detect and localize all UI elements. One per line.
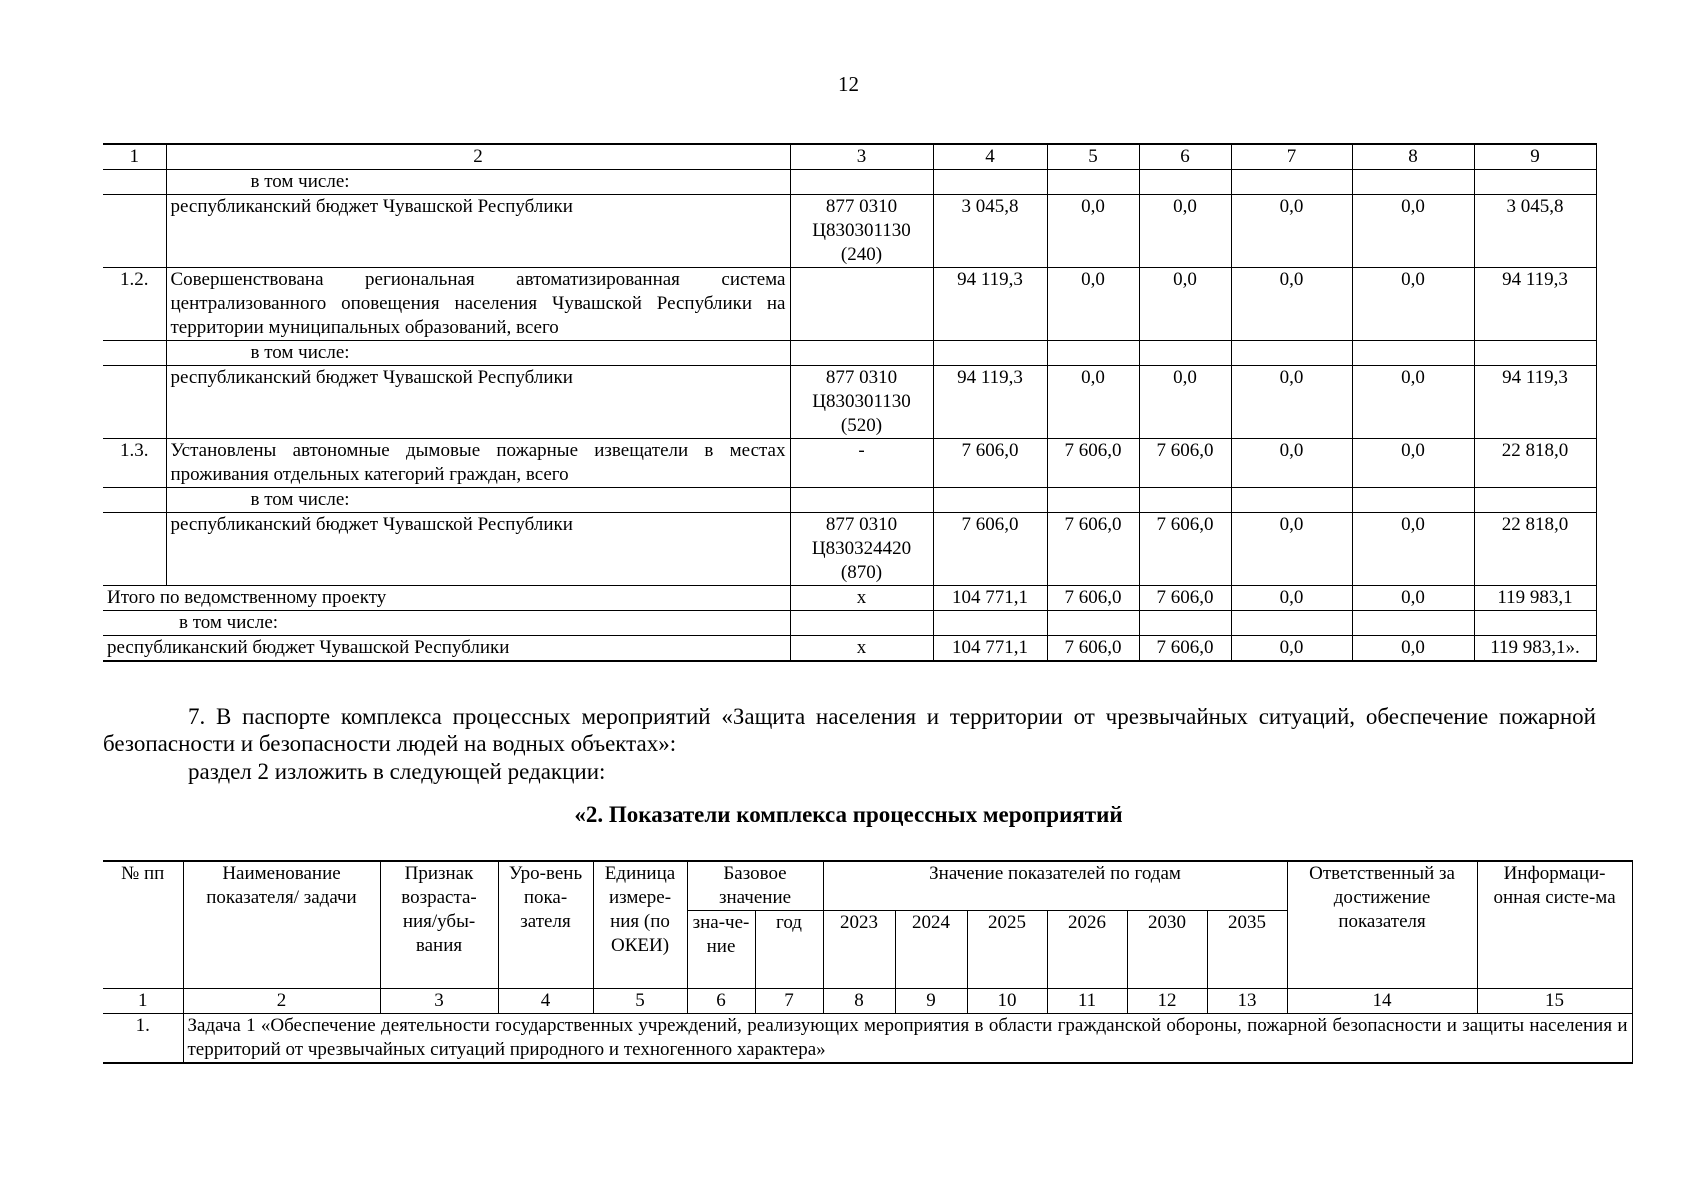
row-value: [1352, 170, 1474, 195]
paragraph-7: 7. В паспорте комплекса процессных мероприятий «Защита населения и территории от чрезвычайных ситуаций, обеспечение пожарной безопасности и безопасности людей на водных объектах»:: [103, 704, 1596, 756]
row-value: [1139, 341, 1231, 366]
header-sign: Признак возраста-ния/убы-вания: [380, 861, 498, 989]
row-number: [103, 341, 166, 366]
column-number-row: [103, 989, 1632, 1014]
row-code: 877 0310 Ц830324420 (870): [790, 513, 933, 586]
row-value: 3 045,8: [1474, 195, 1596, 268]
header-year: 2035: [1207, 911, 1287, 989]
total-budget-value: 0,0: [1231, 636, 1352, 662]
total-value: 104 771,1: [933, 586, 1047, 611]
table-row: [103, 439, 1596, 488]
row-value: [1352, 488, 1474, 513]
row-value: 94 119,3: [933, 268, 1047, 341]
row-value: 22 818,0: [1474, 439, 1596, 488]
row-value: 0,0: [1047, 195, 1139, 268]
header-name: Наименование показателя/ задачи: [183, 861, 380, 989]
header-year: 2026: [1047, 911, 1127, 989]
row-number: [103, 488, 166, 513]
page-number: 12: [838, 72, 859, 96]
row-code: [790, 488, 933, 513]
row-number: 1.3.: [103, 439, 166, 488]
total-value: 7 606,0: [1139, 586, 1231, 611]
table-row: [103, 268, 1596, 341]
task-row: [103, 1014, 1632, 1064]
total-value: 0,0: [1352, 586, 1474, 611]
row-value: 7 606,0: [1047, 513, 1139, 586]
header-num: № пп: [103, 861, 183, 989]
funding-table: [103, 143, 1597, 662]
total-budget-value: 7 606,0: [1139, 636, 1231, 662]
row-value: 0,0: [1352, 268, 1474, 341]
row-number: [103, 513, 166, 586]
header-cell: 6: [1139, 144, 1231, 170]
header-row-1: [103, 861, 1632, 911]
header-level: Уро-вень пока-зателя: [498, 861, 593, 989]
row-value: 0,0: [1047, 268, 1139, 341]
row-name: в том числе:: [166, 341, 790, 366]
column-number: 8: [823, 989, 895, 1014]
table-header-row: [103, 144, 1596, 170]
header-year: 2024: [895, 911, 967, 989]
row-value: 94 119,3: [933, 366, 1047, 439]
row-code: [790, 268, 933, 341]
row-number: [103, 195, 166, 268]
total-budget-row: [103, 636, 1596, 662]
row-value: 0,0: [1139, 195, 1231, 268]
row-value: 0,0: [1231, 513, 1352, 586]
row-name: в том числе:: [166, 170, 790, 195]
section-title: «2. Показатели комплекса процессных мероприятий: [574, 802, 1123, 827]
row-value: [1474, 170, 1596, 195]
table-body: [103, 170, 1596, 586]
total-budget-code: х: [790, 636, 933, 662]
row-code: -: [790, 439, 933, 488]
row-number: 1.2.: [103, 268, 166, 341]
paragraph-section-2: раздел 2 изложить в следующей редакции:: [188, 759, 606, 784]
row-value: [1352, 341, 1474, 366]
row-value: 0,0: [1231, 268, 1352, 341]
total-value: 0,0: [1231, 586, 1352, 611]
row-value: 7 606,0: [1139, 439, 1231, 488]
row-name: республиканский бюджет Чувашской Республики: [166, 366, 790, 439]
column-number: 10: [967, 989, 1047, 1014]
column-number: 1: [103, 989, 183, 1014]
task-number: 1.: [103, 1014, 183, 1064]
header-cell: 3: [790, 144, 933, 170]
column-number: 9: [895, 989, 967, 1014]
row-value: 0,0: [1231, 439, 1352, 488]
header-year: 2030: [1127, 911, 1207, 989]
row-value: [1474, 341, 1596, 366]
table-row: [103, 341, 1596, 366]
column-number: 4: [498, 989, 593, 1014]
row-value: 7 606,0: [933, 439, 1047, 488]
row-value: 0,0: [1139, 268, 1231, 341]
indicators-table: [103, 860, 1633, 1064]
header-info-system: Информаци-онная систе-ма: [1477, 861, 1632, 989]
header-responsible: Ответственный за достижение показателя: [1287, 861, 1477, 989]
header-cell: 9: [1474, 144, 1596, 170]
row-name: Совершенствована региональная автоматизированная система централизованного оповещения населения Чувашской Республики на территории муниципальных образований, всего: [166, 268, 790, 341]
total-budget-value: 0,0: [1352, 636, 1474, 662]
header-cell: 2: [166, 144, 790, 170]
row-value: 0,0: [1139, 366, 1231, 439]
total-row: [103, 586, 1596, 611]
header-base: Базовое значение: [687, 861, 823, 911]
row-value: 7 606,0: [933, 513, 1047, 586]
total-label: Итого по ведомственному проекту: [103, 586, 790, 611]
row-value: [933, 341, 1047, 366]
column-number: 11: [1047, 989, 1127, 1014]
row-value: 0,0: [1231, 366, 1352, 439]
row-value: [1047, 341, 1139, 366]
total-budget-value: 104 771,1: [933, 636, 1047, 662]
row-value: [933, 170, 1047, 195]
total-value: 7 606,0: [1047, 586, 1139, 611]
table-row: [103, 513, 1596, 586]
row-value: 7 606,0: [1047, 439, 1139, 488]
header-unit: Единица измере-ния (по ОКЕИ): [593, 861, 687, 989]
row-value: 3 045,8: [933, 195, 1047, 268]
row-value: 94 119,3: [1474, 366, 1596, 439]
row-value: 0,0: [1231, 195, 1352, 268]
row-code: 877 0310 Ц830301130 (520): [790, 366, 933, 439]
table-row: [103, 488, 1596, 513]
row-code: 877 0310 Ц830301130 (240): [790, 195, 933, 268]
table-row: [103, 366, 1596, 439]
header-year: 2025: [967, 911, 1047, 989]
header-values-by-year: Значение показателей по годам: [823, 861, 1287, 911]
row-value: [1474, 488, 1596, 513]
column-number: 3: [380, 989, 498, 1014]
header-cell: 4: [933, 144, 1047, 170]
row-value: [1139, 170, 1231, 195]
row-value: 7 606,0: [1139, 513, 1231, 586]
row-value: [1231, 341, 1352, 366]
row-code: [790, 170, 933, 195]
column-number: 15: [1477, 989, 1632, 1014]
row-name: Установлены автономные дымовые пожарные извещатели в местах проживания отдельных категорий граждан, всего: [166, 439, 790, 488]
row-value: 0,0: [1352, 513, 1474, 586]
header-base-value: зна-че-ние: [687, 911, 755, 989]
header-cell: 8: [1352, 144, 1474, 170]
row-value: [933, 488, 1047, 513]
table-row: [103, 195, 1596, 268]
table-row: [103, 170, 1596, 195]
row-name: в том числе:: [166, 488, 790, 513]
row-value: 0,0: [1352, 195, 1474, 268]
header-base-year: год: [755, 911, 823, 989]
row-name: республиканский бюджет Чувашской Республики: [166, 195, 790, 268]
total-sub-label: в том числе:: [103, 611, 790, 636]
column-number: 14: [1287, 989, 1477, 1014]
row-value: [1231, 170, 1352, 195]
header-cell: 5: [1047, 144, 1139, 170]
row-number: [103, 366, 166, 439]
row-value: 22 818,0: [1474, 513, 1596, 586]
row-name: республиканский бюджет Чувашской Республики: [166, 513, 790, 586]
row-value: [1139, 488, 1231, 513]
row-value: [1047, 170, 1139, 195]
total-code: х: [790, 586, 933, 611]
total-budget-value: 119 983,1».: [1474, 636, 1596, 662]
column-number: 13: [1207, 989, 1287, 1014]
row-value: 94 119,3: [1474, 268, 1596, 341]
header-cell: 1: [103, 144, 166, 170]
total-value: 119 983,1: [1474, 586, 1596, 611]
column-number: 7: [755, 989, 823, 1014]
row-code: [790, 341, 933, 366]
task-text: Задача 1 «Обеспечение деятельности государственных учреждений, реализующих мероприятия в области гражданской обороны, пожарной безопасности и защиты населения и территорий от чрезвычайных ситуаций природного и техногенного характера»: [183, 1014, 1632, 1064]
row-value: 0,0: [1352, 439, 1474, 488]
total-sub-row: [103, 611, 1596, 636]
header-year: 2023: [823, 911, 895, 989]
column-number: 2: [183, 989, 380, 1014]
row-value: [1231, 488, 1352, 513]
column-number: 12: [1127, 989, 1207, 1014]
column-number: 5: [593, 989, 687, 1014]
row-value: 0,0: [1352, 366, 1474, 439]
row-number: [103, 170, 166, 195]
header-cell: 7: [1231, 144, 1352, 170]
row-value: 0,0: [1047, 366, 1139, 439]
row-value: [1047, 488, 1139, 513]
total-budget-label: республиканский бюджет Чувашской Республики: [103, 636, 790, 662]
column-number: 6: [687, 989, 755, 1014]
total-budget-value: 7 606,0: [1047, 636, 1139, 662]
